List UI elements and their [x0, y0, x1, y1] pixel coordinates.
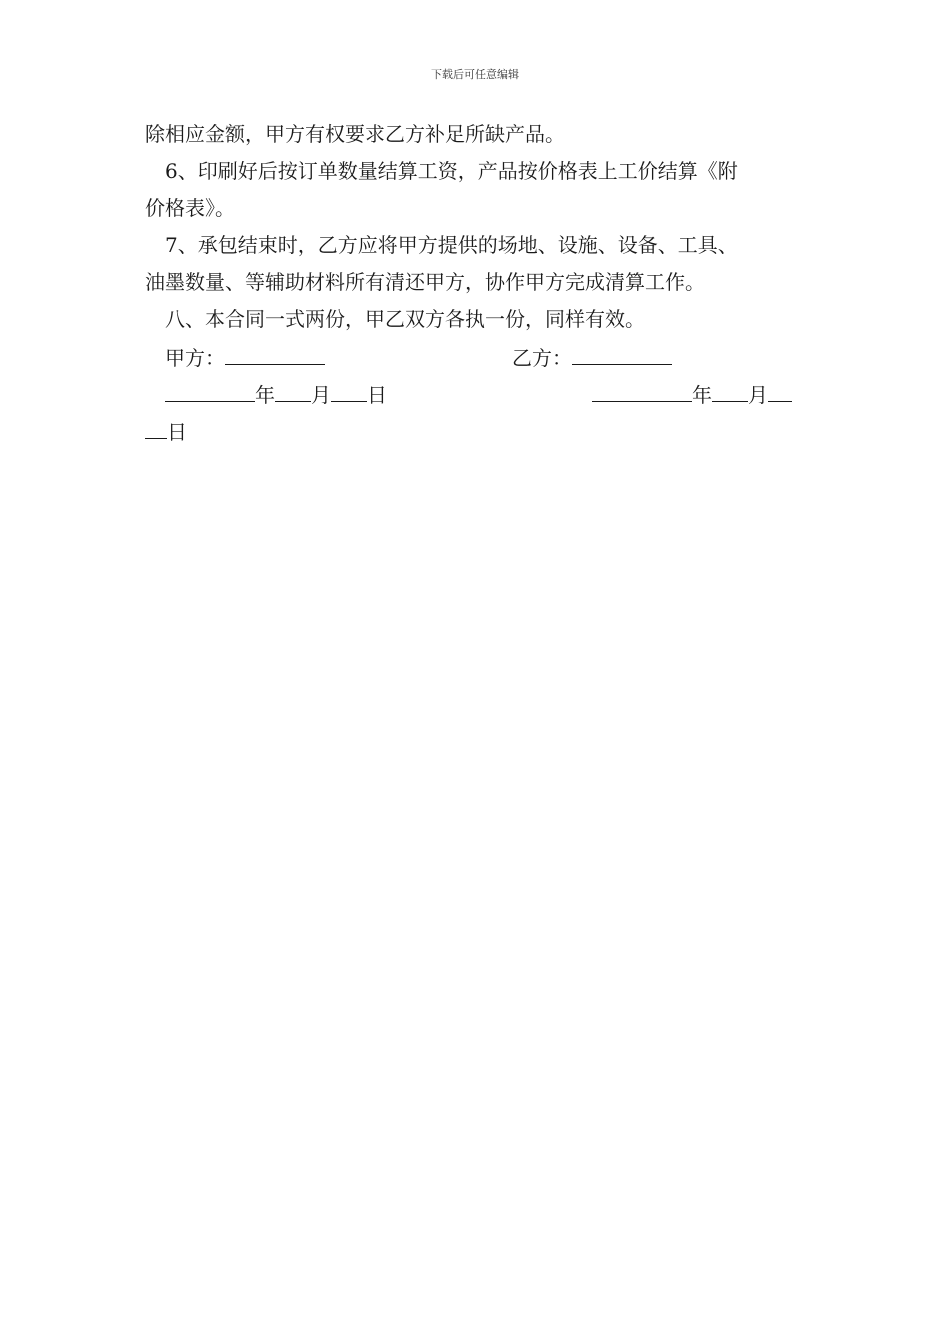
year-label: 年 — [255, 383, 275, 407]
year-blank — [165, 375, 255, 402]
year-blank — [592, 375, 692, 402]
clause-8: 八、本合同一式两份，甲乙双方各执一份，同样有效。 — [165, 307, 645, 331]
party-b-label: 乙方： — [512, 346, 572, 370]
party-a-blank — [225, 338, 325, 365]
clause-7-line-1: 7、承包结束时，乙方应将甲方提供的场地、设施、设备、工具、 — [165, 233, 738, 257]
date-row-continued — [145, 412, 810, 449]
clause-7-line-2: 油墨数量、等辅助材料所有清还甲方，协作甲方完成清算工作。 — [145, 270, 705, 294]
party-a-date — [165, 375, 387, 414]
day-blank — [331, 375, 367, 402]
month-label: 月 — [748, 383, 768, 407]
party-a-label: 甲方： — [165, 346, 225, 370]
day-label: 日 — [167, 420, 187, 444]
contract-body — [145, 116, 810, 449]
year-label: 年 — [692, 383, 712, 407]
party-b-signature — [512, 338, 672, 377]
signature-row — [145, 338, 810, 375]
month-blank — [275, 375, 311, 402]
day-label: 日 — [367, 383, 387, 407]
day-blank-part-1 — [768, 375, 792, 402]
date-row — [145, 375, 810, 412]
day-blank-part-2 — [145, 412, 167, 439]
clause-6-line-1: 6、印刷好后按订单数量结算工资，产品按价格表上工价结算《附 — [165, 159, 738, 183]
month-label: 月 — [311, 383, 331, 407]
clause-6-line-2: 价格表》。 — [145, 196, 235, 220]
party-b-blank — [572, 338, 672, 365]
party-b-date — [592, 375, 792, 414]
paragraph-line: 除相应金额，甲方有权要求乙方补足所缺产品。 — [145, 122, 565, 146]
month-blank — [712, 375, 748, 402]
party-a-signature — [165, 338, 325, 377]
header-note: 下载后可任意编辑 — [431, 68, 519, 81]
